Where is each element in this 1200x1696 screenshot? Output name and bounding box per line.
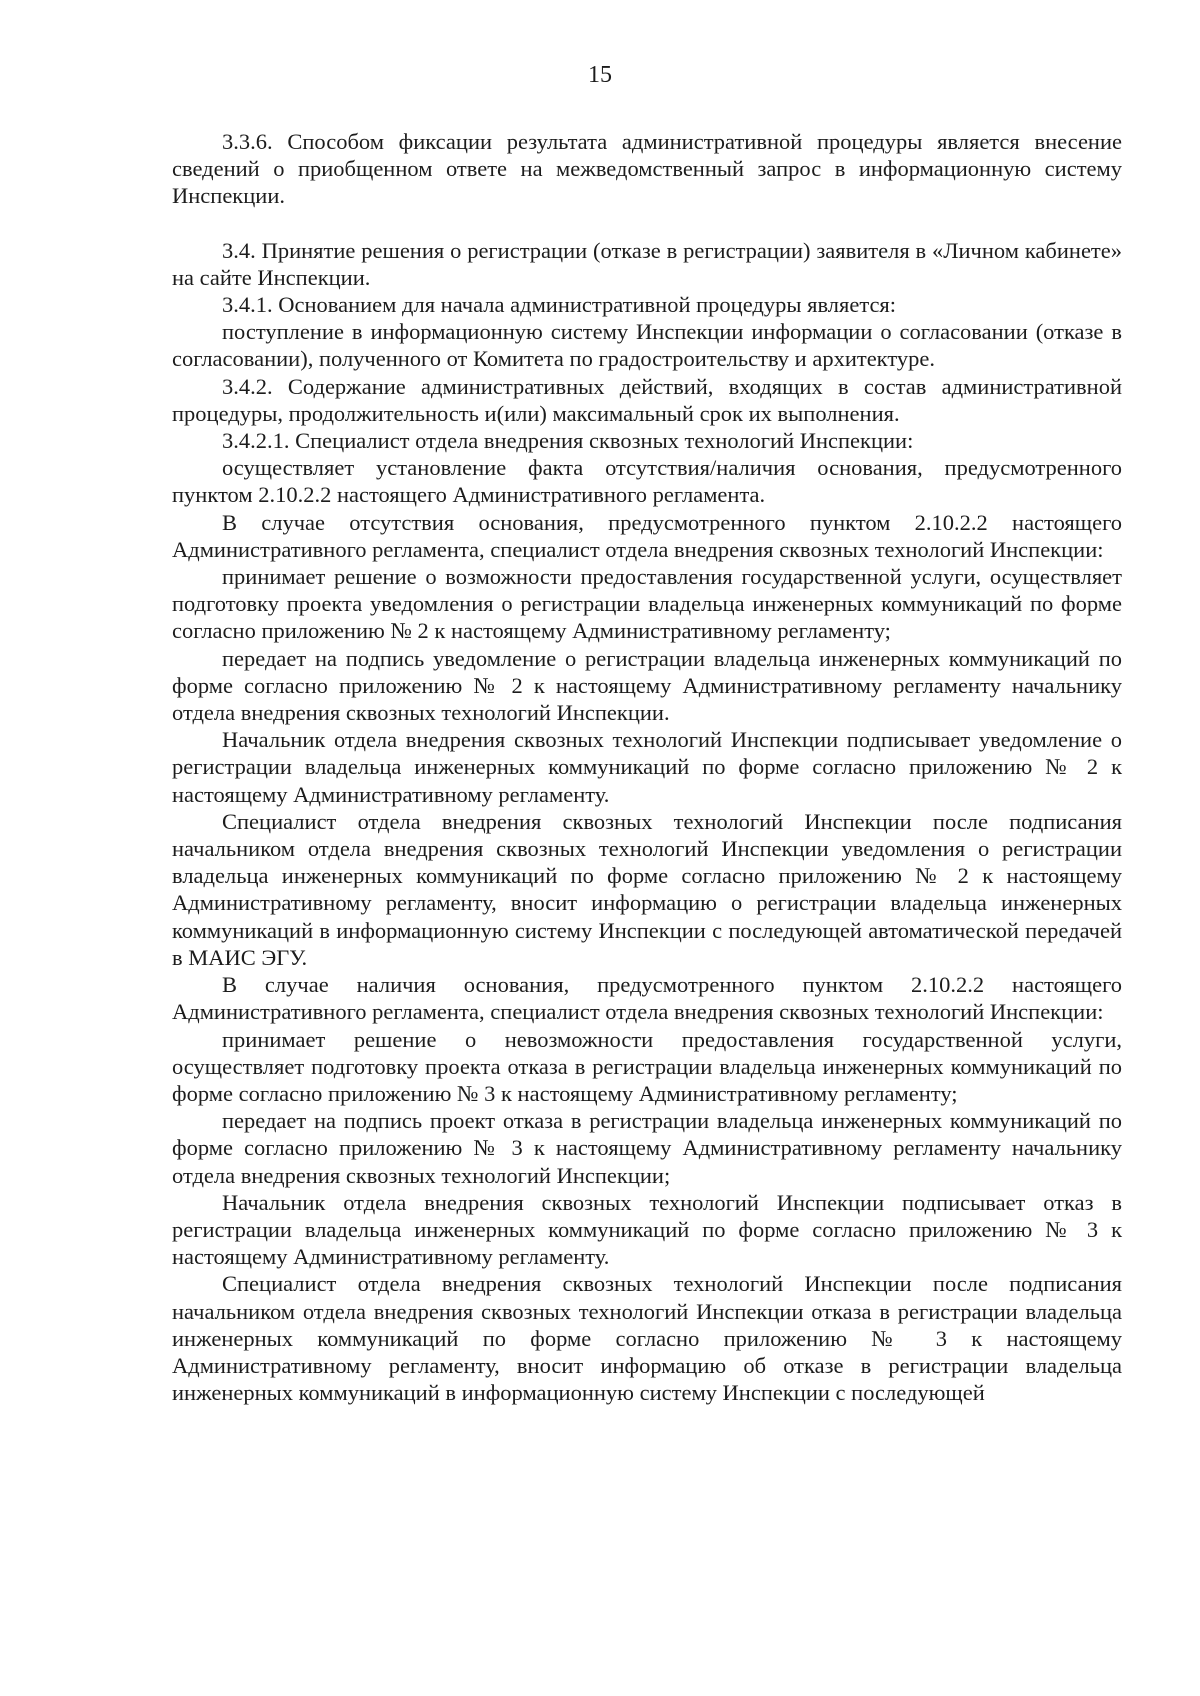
paragraph: Специалист отдела внедрения сквозных технологий Инспекции после подписания начальником отдела внедрения сквозных технологий Инспекции отказа в регистрации владельца инженерных коммуникаций по форме согласно приложению № 3 к настоящему Административному регламенту, вносит информацию об отказе в регистрации владельца инженерных коммуникаций в информационную систему Инспекции с последующей (172, 1271, 1122, 1406)
paragraph: поступление в информационную систему Инспекции информации о согласовании (отказе в согласовании), полученного от Комитета по градостроительству и архитектуре. (172, 319, 1122, 372)
paragraph-3-4-2-1: 3.4.2.1. Специалист отдела внедрения сквозных технологий Инспекции: (222, 428, 914, 454)
document-body (172, 128, 1122, 1406)
paragraph: В случае отсутствия основания, предусмотренного пунктом 2.10.2.2 настоящего Административного регламента, специалист отдела внедрения сквозных технологий Инспекции: (172, 509, 1122, 562)
paragraph: передает на подпись уведомление о регистрации владельца инженерных коммуникаций по форме согласно приложению № 2 к настоящему Административному регламенту начальнику отдела внедрения сквозных технологий Инспекции. (172, 645, 1122, 726)
paragraph: Начальник отдела внедрения сквозных технологий Инспекции подписывает отказ в регистрации владельца инженерных коммуникаций по форме согласно приложению № 3 к настоящему Административному регламенту. (172, 1189, 1122, 1270)
paragraph-3-3-6: 3.3.6. Способом фиксации результата административной процедуры является внесение сведений о приобщенном ответе на межведомственный запрос в информационную систему Инспекции. (172, 129, 1122, 209)
paragraph-3-4-1: 3.4.1. Основанием для начала административной процедуры является: (222, 292, 897, 318)
paragraph: передает на подпись проект отказа в регистрации владельца инженерных коммуникаций по форме согласно приложению № 3 к настоящему Административному регламенту начальнику отдела внедрения сквозных технологий Инспекции; (172, 1108, 1122, 1188)
paragraph: принимает решение о невозможности предоставления государственной услуги, осуществляет подготовку проекта отказа в регистрации владельца инженерных коммуникаций по форме согласно приложению № 3 к настоящему Административному регламенту; (172, 1026, 1122, 1106)
paragraph: Специалист отдела внедрения сквозных технологий Инспекции после подписания начальником отдела внедрения сквозных технологий Инспекции уведомления о регистрации владельца инженерных коммуникаций по форме согласно приложению № 2 к настоящему Административному регламенту, вносит информацию о регистрации владельца инженерных коммуникаций в информационную систему Инспекции с последующей автоматической передачей в МАИС ЭГУ. (172, 808, 1122, 970)
paragraph: принимает решение о возможности предоставления государственной услуги, осуществляет подготовку проекта уведомления о регистрации владельца инженерных коммуникаций по форме согласно приложению № 2 к настоящему Административному регламенту; (172, 564, 1122, 644)
paragraph-3-4-2: 3.4.2. Содержание административных действий, входящих в состав административной процедуры, продолжительность и(или) максимальный срок их выполнения. (172, 373, 1122, 426)
paragraph: Начальник отдела внедрения сквозных технологий Инспекции подписывает уведомление о регистрации владельца инженерных коммуникаций по форме согласно приложению № 2 к настоящему Административному регламенту. (172, 727, 1122, 807)
page-number: 15 (588, 62, 612, 88)
paragraph-3-4: 3.4. Принятие решения о регистрации (отказе в регистрации) заявителя в «Личном кабинете» на сайте Инспекции. (172, 237, 1122, 290)
paragraph: осуществляет установление факта отсутствия/наличия основания, предусмотренного пунктом 2.10.2.2 настоящего Административного регламента. (172, 455, 1122, 508)
paragraph: В случае наличия основания, предусмотренного пунктом 2.10.2.2 настоящего Административного регламента, специалист отдела внедрения сквозных технологий Инспекции: (172, 972, 1122, 1025)
